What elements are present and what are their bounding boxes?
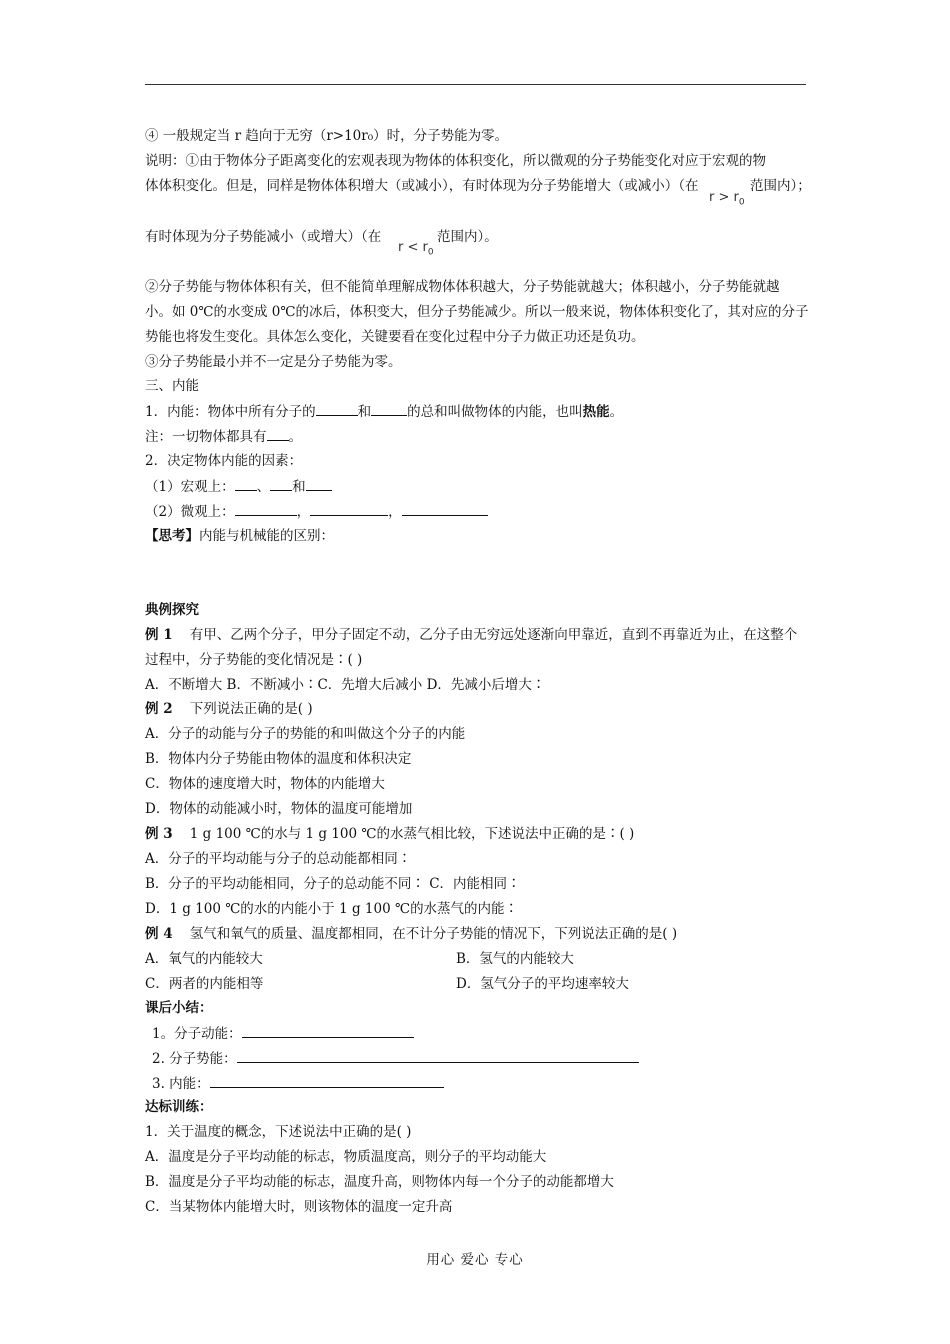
section-heading-internal-energy: 三、内能	[145, 378, 199, 394]
note-1-line-3-end: 范围内）。	[437, 229, 498, 245]
blank-1	[316, 401, 358, 416]
note-3: ③分子势能最小并不一定是分子势能为零。	[145, 354, 402, 370]
example-3-option-b-c: B．分子的平均动能相同，分子的总动能不同∶ C．内能相同∶	[145, 876, 521, 892]
example-4-option-a: A．氧气的内能较大	[145, 951, 263, 967]
internal-energy-factors: 2．决定物体内能的因素：	[145, 453, 303, 469]
internal-energy-definition: 1．内能：物体中所有分子的 和 的总和叫做物体的内能，也叫热能。	[145, 401, 623, 422]
blank-9	[402, 501, 488, 516]
note-1-line-3: 有时体现为分子势能减小（或增大）（在	[145, 229, 382, 245]
example-4-option-d: D．氢气分子的平均速率较大	[456, 976, 629, 992]
inequality-r-less-r0: $r < r_0$	[398, 240, 434, 258]
example-1-options: A．不断增大 B．不断减小∶C．先增大后减小 D．先减小后增大∶	[145, 677, 546, 693]
think-prompt: 【思考】内能与机械能的区别：	[145, 528, 334, 544]
factors-micro: （2）微观上： ， ，	[145, 501, 488, 522]
example-2-option-a: A．分子的动能与分子的势能的和叫做这个分子的内能	[145, 726, 466, 742]
blank-7	[235, 501, 297, 516]
blank-8	[310, 501, 388, 516]
note-1-line-1: 说明：①由于物体分子距离变化的宏观表现为物体的体积变化，所以微观的分子势能变化对应于宏观的物	[145, 153, 766, 169]
example-1-line-2: 过程中，分子势能的变化情况是∶( )	[145, 652, 363, 668]
example-3-question: 例 3 1 g 100 ℃的水与 1 g 100 ℃的水蒸气相比较，下述说法中正确的是∶( )	[145, 826, 635, 842]
factors-macro: （1）宏观上： 、 和	[145, 476, 332, 497]
page-footer: 用心 爱心 专心	[426, 1252, 524, 1268]
note-2-line-2: 小。如 0℃的水变成 0℃的冰后，体积变大，但分子势能减少。所以一般来说，物体体积变化了，其对应的分子	[145, 304, 809, 320]
example-2-option-d: D．物体的动能减小时，物体的温度可能增加	[145, 801, 413, 817]
inequality-r-greater-r0: $r > r_0$	[709, 190, 745, 208]
note-2-line-1: ②分子势能与物体体积有关，但不能简单理解成物体体积越大，分子势能就越大；体积越小，分子势能就越	[145, 279, 780, 295]
practice-question-1: 1．关于温度的概念，下述说法中正确的是( )	[145, 1124, 412, 1140]
practice-1-option-b: B．温度是分子平均动能的标志，温度升高，则物体内每一个分子的动能都增大	[145, 1174, 614, 1190]
section-heading-examples: 典例探究	[145, 602, 199, 618]
blank-4	[235, 476, 257, 491]
example-2-option-b: B．物体内分子势能由物体的温度和体积决定	[145, 751, 412, 767]
example-2-question: 例 2 下列说法正确的是( )	[145, 701, 313, 717]
example-4-question: 例 4 氢气和氧气的质量、温度都相同，在不计分子势能的情况下，下列说法正确的是( )	[145, 926, 678, 942]
summary-item-3: 3. 内能：	[152, 1073, 444, 1094]
example-3-option-a: A．分子的平均动能与分子的总动能都相同∶	[145, 851, 412, 867]
note-2-line-3: 势能也将发生变化。具体怎么变化，关键要看在变化过程中分子力做正功还是负功。	[145, 329, 645, 345]
section-heading-summary: 课后小结：	[145, 1000, 213, 1016]
blank-5	[270, 476, 292, 491]
practice-1-option-c: C．当某物体内能增大时，则该物体的温度一定升高	[145, 1199, 453, 1215]
blank-6	[306, 476, 332, 491]
potential-point-4: ④ 一般规定当 r 趋向于无穷（r>10r₀）时，分子势能为零。	[145, 128, 509, 144]
example-4-option-b: B．氢气的内能较大	[456, 951, 574, 967]
note-1-line-2-end: 范围内）；	[750, 178, 811, 194]
blank-2	[371, 401, 407, 416]
example-1-line-1: 例 1 有甲、乙两个分子，甲分子固定不动，乙分子由无穷远处逐渐向甲靠近，直到不再靠近为止，在这整个	[145, 627, 798, 643]
example-4-option-c: C．两者的内能相等	[145, 976, 264, 992]
summary-item-2: 2. 分子势能：	[152, 1048, 639, 1069]
example-3-option-d: D．1 g 100 ℃的水的内能小于 1 g 100 ℃的水蒸气的内能∶	[145, 901, 519, 917]
section-heading-practice: 达标训练：	[145, 1099, 213, 1115]
summary-item-1: 1。分子动能：	[152, 1023, 414, 1044]
blank-summary-2	[237, 1048, 639, 1063]
blank-summary-3	[210, 1073, 444, 1088]
note-1-line-2: 体体积变化。但是，同样是物体体积增大（或减小），有时体现为分子势能增大（或减小）（在	[145, 178, 699, 194]
practice-1-option-a: A．温度是分子平均动能的标志，物质温度高，则分子的平均动能大	[145, 1149, 547, 1165]
internal-energy-note: 注：一切物体都具有 。	[145, 426, 302, 447]
header-rule	[145, 84, 806, 85]
blank-3	[267, 426, 289, 441]
example-2-option-c: C．物体的速度增大时，物体的内能增大	[145, 776, 385, 792]
blank-summary-1	[242, 1023, 414, 1038]
